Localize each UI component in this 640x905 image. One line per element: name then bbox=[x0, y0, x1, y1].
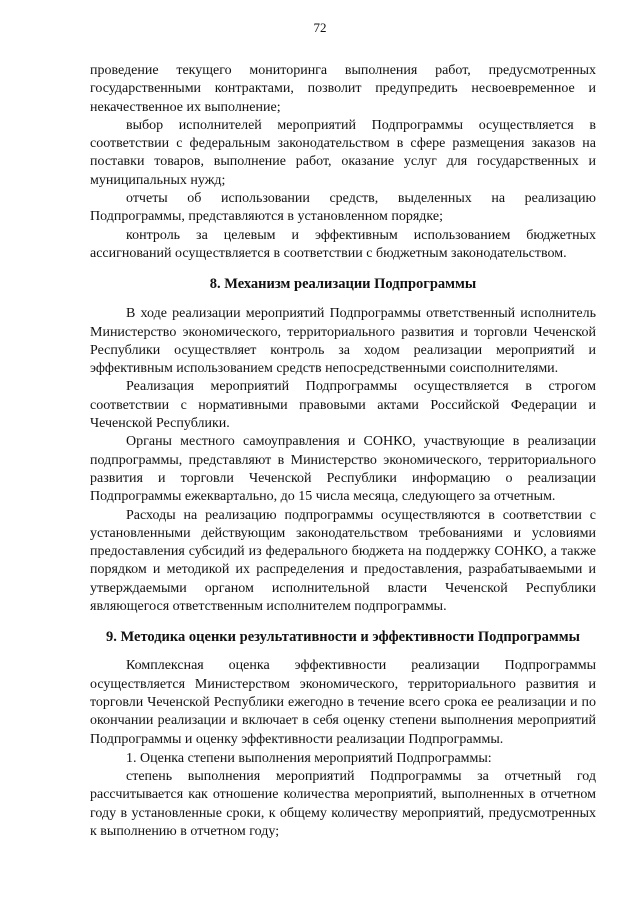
section-8-paragraph: Расходы на реализацию подпрограммы осуществляются в соответствии с установленными действующим законодательством требованиями и условиями предоставления субсидий из федерального бюджета на поддержку СОНКО, а также порядком и методикой их распределения и предоставления, разрабатываемыми и утверждаемыми органом исполнительной власти Чеченской Республики являющегося ответственным исполнителем подпрограммы. bbox=[90, 507, 596, 615]
section-8-paragraph: Реализация мероприятий Подпрограммы осуществляется в строгом соответствии с нормативными правовыми актами Российской Федерации и Чеченской Республики. bbox=[90, 379, 596, 432]
section-8-heading: 8. Механизм реализации Подпрограммы bbox=[209, 276, 477, 293]
section-9-paragraph: 1. Оценка степени выполнения мероприятий Подпрограммы: bbox=[126, 750, 492, 766]
section-8-paragraph: В ходе реализации мероприятий Подпрограммы ответственный исполнитель Министерство экономического, территориального развития и торговли Чеченской Республики осуществляет контроль за ходом реализации мероприятий и эффективным использованием средств непосредственными соисполнителями. bbox=[90, 306, 596, 377]
section-9-paragraph: степень выполнения мероприятий Подпрограммы за отчетный год рассчитывается как отношение количества мероприятий, выполненных в отчетном году в установленные сроки, к общему количеству мероприятий, предусмотренных к выполнению в отчетном году; bbox=[90, 769, 596, 839]
section-8-paragraph: Органы местного самоуправления и СОНКО, участвующие в реализации подпрограммы, представляют в Министерство экономического, территориального развития и торговли Чеченской Республики информацию о реализации Подпрограммы ежеквартально, до 15 числа месяца, следующего за отчетным. bbox=[90, 434, 596, 505]
section-9-heading: 9. Методика оценки результативности и эффективности Подпрограммы bbox=[106, 629, 580, 646]
section-9-paragraph: Комплексная оценка эффективности реализации Подпрограммы осуществляется Министерством экономического, территориального развития и торговли Чеченской Республики ежегодно в течение всего срока ее реализации и по окончании реализации и включает в себя оценку степени выполнения мероприятий Подпрограммы и оценку эффективности реализации Подпрограммы. bbox=[90, 658, 596, 747]
paragraph-reports: отчеты об использовании средств, выделенных на реализацию Подпрограммы, представляются в установленном порядке; bbox=[90, 191, 596, 225]
page-content bbox=[90, 62, 596, 841]
paragraph-contractor-selection: выбор исполнителей мероприятий Подпрограммы осуществляется в соответствии с федеральным законодательством в сфере размещения заказов на поставки товаров, выполнение работ, оказание услуг для государственных и муниципальных нужд; bbox=[90, 117, 596, 188]
paragraph-monitoring: проведение текущего мониторинга выполнения работ, предусмотренных государственными контрактами, позволит предупредить несвоевременное и некачественное их выполнение; bbox=[90, 63, 596, 115]
page-number: 72 bbox=[313, 20, 327, 35]
paragraph-budget-control: контроль за целевым и эффективным использованием бюджетных ассигнований осуществляется в соответствии с бюджетным законодательством. bbox=[90, 227, 596, 261]
